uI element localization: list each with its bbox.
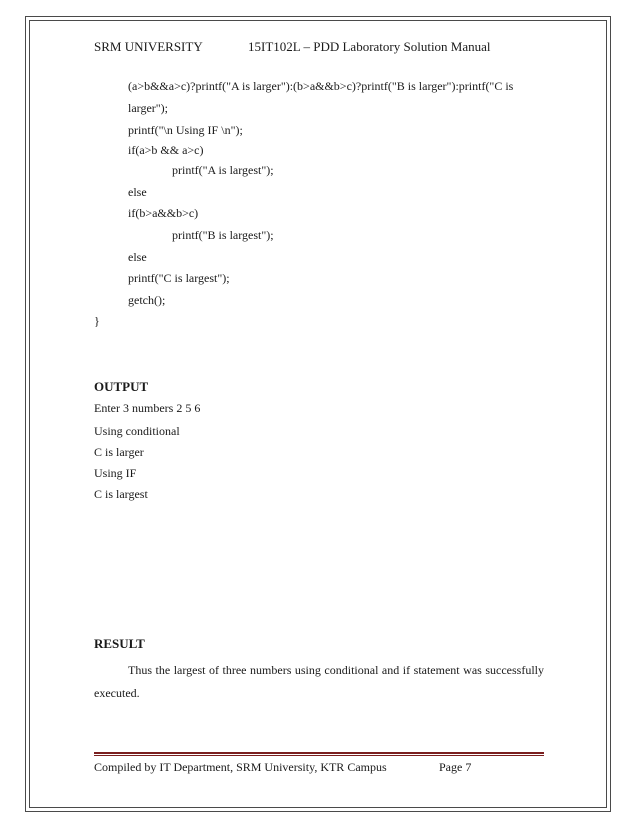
output-heading: OUTPUT: [94, 379, 149, 394]
result-paragraph: Thus the largest of three numbers using conditional and if statement was successfully executed.: [94, 663, 544, 700]
code-line: printf("A is largest");: [172, 163, 274, 177]
page-header: [94, 39, 554, 57]
code-line: larger");: [128, 101, 168, 115]
code-line: printf("C is largest");: [128, 271, 230, 285]
code-closing-brace: }: [94, 314, 100, 328]
code-line: printf("B is largest");: [172, 228, 274, 242]
result-heading: RESULT: [94, 636, 145, 651]
code-line: if(b>a&&b>c): [128, 206, 199, 220]
code-line: getch();: [128, 293, 166, 307]
output-line: Enter 3 numbers 2 5 6: [94, 401, 201, 415]
output-line: C is larger: [94, 445, 144, 459]
code-line: (a>b&&a>c)?printf("A is larger"):(b>a&&b>c)?printf("B is larger"):printf("C is: [128, 79, 514, 93]
output-line: Using conditional: [94, 424, 180, 438]
code-line: printf("\n Using IF \n");: [128, 123, 243, 137]
footer-page-number: Page 7: [439, 760, 472, 774]
footer-compiled-by: Compiled by IT Department, SRM University, KTR Campus: [94, 760, 387, 774]
code-line: else: [128, 185, 147, 199]
footer-rule-thin: [94, 755, 544, 756]
code-line: if(a>b && a>c): [128, 143, 204, 157]
footer-rule-thick: [94, 752, 544, 754]
output-line: Using IF: [94, 466, 137, 480]
code-line: else: [128, 250, 147, 264]
output-line: C is largest: [94, 487, 148, 501]
header-university: SRM UNIVERSITY: [94, 39, 203, 54]
header-course-title: 15IT102L – PDD Laboratory Solution Manual: [248, 39, 491, 54]
